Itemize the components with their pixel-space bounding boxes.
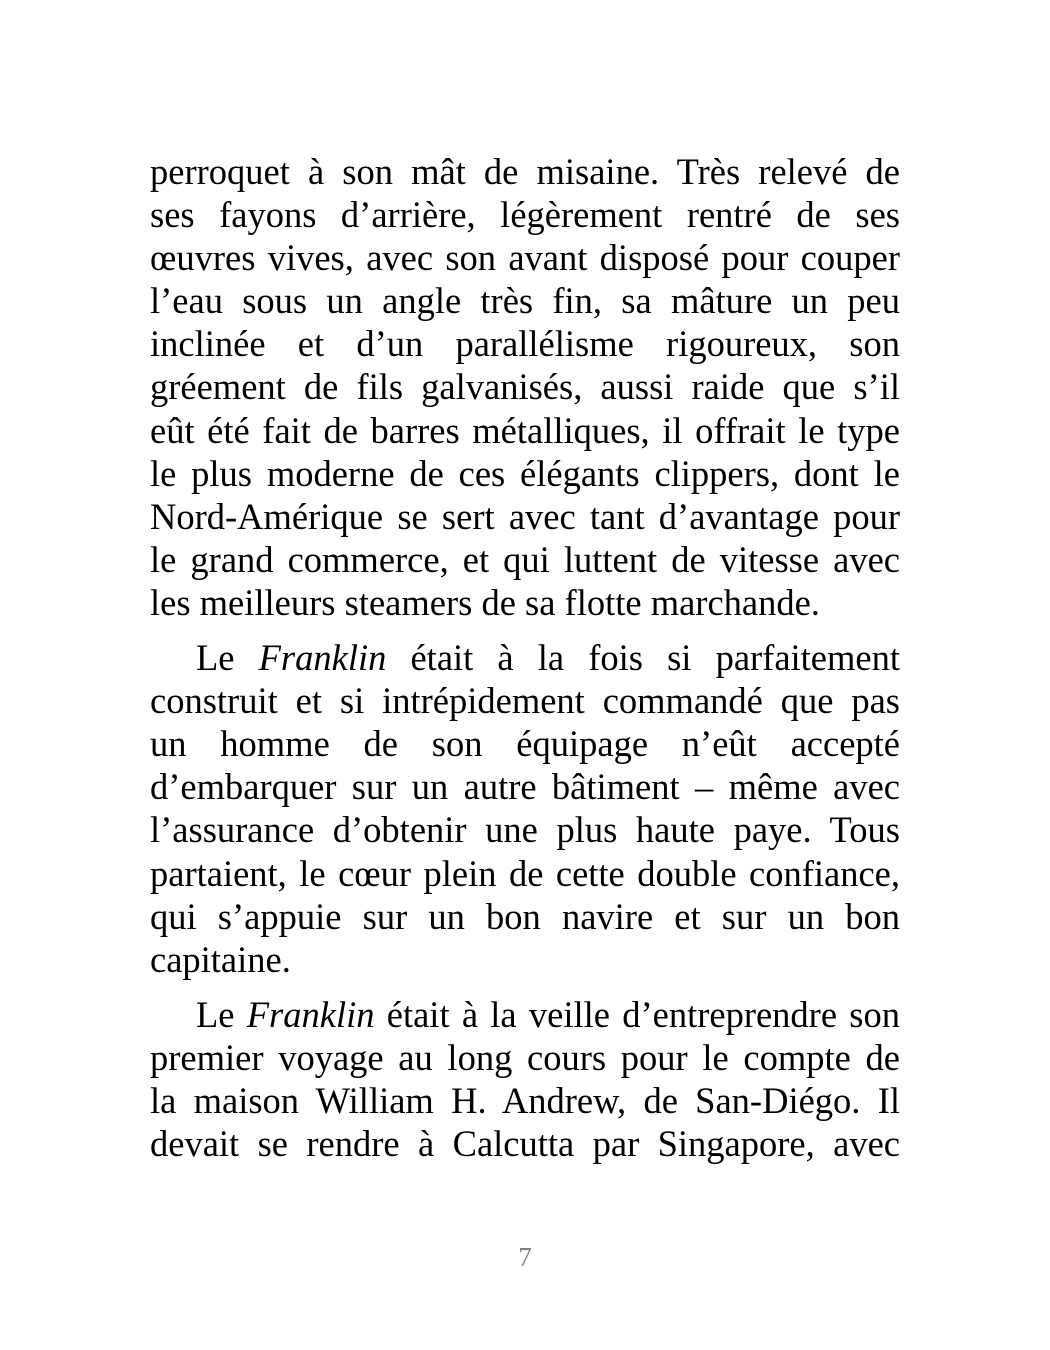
text-line: un homme de son équipage n’eût accepté — [150, 723, 900, 765]
ship-name: Franklin — [258, 637, 387, 679]
text-line: l’assurance d’obtenir une plus haute paye. Tous — [150, 809, 900, 851]
text-line: capitaine. — [150, 938, 291, 980]
text-line: l’eau sous un angle très fin, sa mâture un peu — [150, 280, 900, 322]
text-line: Nord-Amérique se sert avec tant d’avantage pour — [150, 495, 900, 537]
text-line: qui s’appuie sur un bon navire et sur un bon — [150, 895, 900, 937]
text-line: construit et si intrépidement commandé que pas — [150, 680, 900, 722]
paragraph-2 — [150, 636, 900, 981]
text-line: les meilleurs steamers de sa flotte marchande. — [150, 581, 820, 623]
text-line: le plus moderne de ces élégants clippers, dont le — [150, 452, 900, 494]
text-line: inclinée et d’un parallélisme rigoureux, son — [150, 323, 900, 365]
text-line: premier voyage au long cours pour le compte de — [150, 1036, 900, 1078]
text-line: d’embarquer sur un autre bâtiment – même avec — [150, 766, 900, 808]
text-line: ses fayons d’arrière, légèrement rentré de ses — [150, 194, 900, 236]
text-segment: Le — [196, 993, 247, 1035]
page-body — [150, 150, 900, 1165]
page-number: 7 — [518, 1242, 532, 1272]
text-line: œuvres vives, avec son avant disposé pour couper — [150, 237, 900, 279]
text-line: le grand commerce, et qui luttent de vitesse avec — [150, 538, 900, 580]
text-line: perroquet à son mât de misaine. Très relevé de — [150, 151, 900, 192]
text-line: devait se rendre à Calcutta par Singapore, avec — [150, 1123, 900, 1165]
text-line-first — [150, 636, 900, 679]
text-segment: était à la fois si parfaitement — [386, 637, 900, 679]
text-line: gréement de fils galvanisés, aussi raide que s’il — [150, 366, 900, 408]
text-line: la maison William H. Andrew, de San-Diégo. Il — [150, 1079, 900, 1121]
paragraph-3 — [150, 993, 900, 1165]
text-line: eût été fait de barres métalliques, il offrait le type — [150, 409, 900, 451]
paragraph-1 — [150, 150, 900, 624]
text-line: partaient, le cœur plein de cette double confiance, — [150, 852, 900, 894]
text-line-first — [150, 993, 900, 1036]
text-segment: était à la veille d’entreprendre son — [374, 993, 900, 1035]
text-segment: Le — [196, 637, 259, 679]
ship-name: Franklin — [246, 993, 375, 1035]
